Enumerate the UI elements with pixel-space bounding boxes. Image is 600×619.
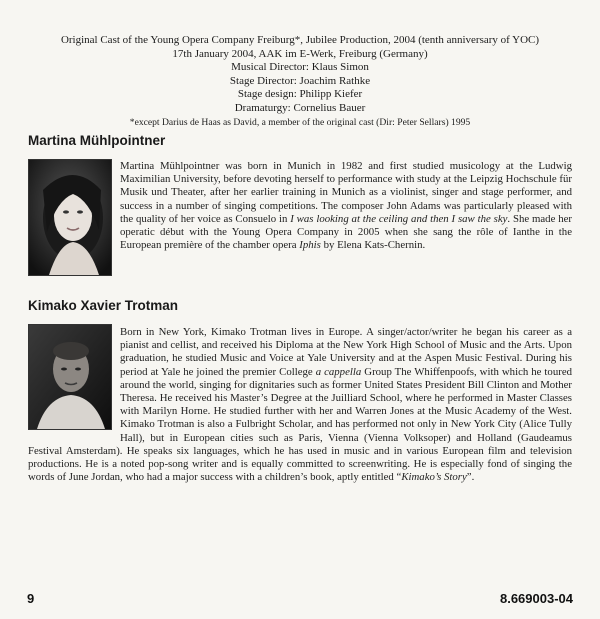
page-number: 9	[27, 591, 35, 606]
bio1-text-part3: by Elena Kats-Chernin.	[320, 239, 426, 252]
header-line-production: Original Cast of the Young Opera Company Freiburg*, Jubilee Production, 2004 (tenth anniversary of YOC)	[60, 34, 540, 46]
bio1-text-part1: Martina Mühlpointner was born in Munich in 1982 and first studied musicology at the Ludwig Maximilian University, before devoting herself to performance with study at the Leipzig Hochschule für Musik und Theater, after her earlier training in Munich as a violinist, singer and stage performer, and success in a number of singing competitions. The composer John Adams was particularly pleased with the quality of her voice as Consuelo in	[120, 160, 572, 225]
header-line-dramaturgy: Dramaturgy: Cornelius Bauer	[234, 101, 366, 114]
photo-spacer	[28, 326, 120, 432]
header-footnote: *except Darius de Haas as David, a member of the original cast (Dir: Peter Sellars) 1995	[129, 116, 471, 128]
bio1-text-part2: . She made her operatic début with the Young Opera Company in 2005 when she sang the rôle of Ianthe in the European première of the chamber opera	[120, 212, 572, 252]
bio1-work-title-ceiling: I was looking at the ceiling and then I saw the sky	[290, 212, 508, 225]
portrait-martina-muhlpointner	[28, 159, 112, 276]
bio2-term-a-cappella: a cappella	[315, 365, 362, 378]
bio2-text-part3: ”.	[466, 471, 475, 484]
bio-name-martina: Martina Mühlpointner	[28, 133, 166, 148]
bio2-text-part2: Group The Whiffenpoofs, with which he toured around the world, singing for dignitaries such as former United States President Bill Clinton and Mother Theresa. He received his Master’s Degree at the Juilliard School, where he performed in Master Classes with Marilyn Horne. He studied further with her and Warren Jones at the Music Academy of the West. Kimako Trotman is also a Fulbright Scholar, and has performed not only in New York City (Alice Tully Hall), but in European cities such as Paris, Vienna (Vienna Volksoper) and Holland (Gaudeamus Festival Amsterdam). He speaks six languages, which he has used in music and in various European film and television productions. He is a noted pop-song writer and is equally committed to screenwriting. He is especially fond of singing the words of June Jordan, who had a major success with a children’s book, aptly entitled “	[28, 365, 573, 484]
bio2-text-part1: Born in New York, Kimako Trotman lives in Europe. A singer/actor/writer he began his career as a pianist and cellist, and received his Diploma at the New York High School of Music and the Arts. Upon graduation, he studied Music and Voice at Yale University and at the Aspen Music Festival. During his period at Yale he joined the premier College	[120, 326, 572, 378]
header-line-date: 17th January 2004, AAK im E-Werk, Freiburg (Germany)	[172, 47, 428, 60]
header-line-musical-director: Musical Director: Klaus Simon	[231, 61, 369, 74]
bio-text-martina	[120, 160, 572, 252]
cast-header	[20, 34, 580, 129]
catalogue-number: 8.669003-04	[499, 591, 573, 606]
bio1-work-title-iphis: Iphis	[299, 239, 321, 252]
header-line-stage-director: Stage Director: Joachim Rathke	[229, 74, 371, 87]
bio-text-kimako	[28, 326, 572, 484]
header-line-stage-design: Stage design: Philipp Kiefer	[237, 88, 363, 101]
bio-name-kimako: Kimako Xavier Trotman	[28, 298, 179, 313]
bio2-book-title: Kimako’s Story	[401, 471, 467, 484]
